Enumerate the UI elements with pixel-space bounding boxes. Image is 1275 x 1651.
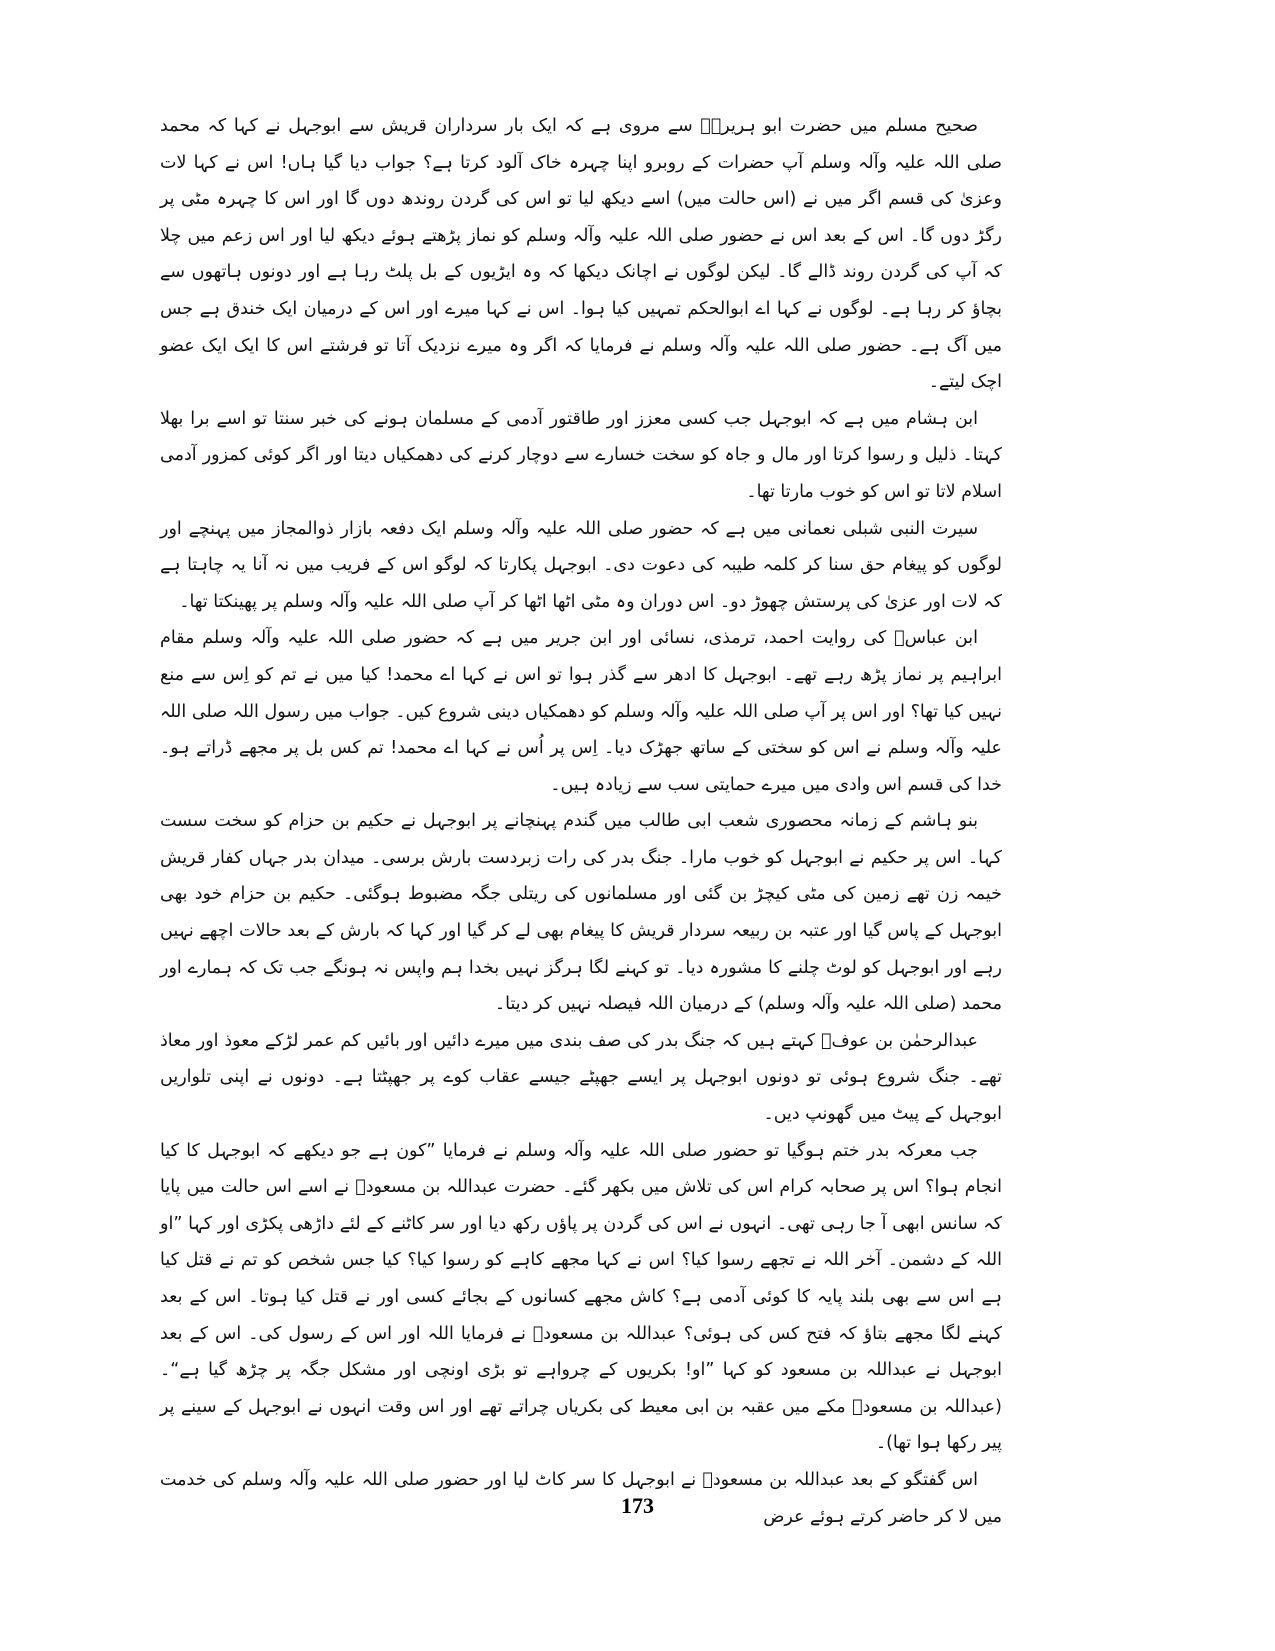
paragraph-6: عبدالرحمٰن بن عوفؓ کہتے ہیں کہ جنگ بدر کی صف بندی میں میرے دائیں اور بائیں کم عمر لڑکے معوذ اور معاذ تھے۔ جنگ شروع ہوئی تو دونوں ابوجہل پر ایسے جھپٹے جیسے عقاب کوے پر جھپٹتا ہے۔ دونوں نے اپنی تلواریں ابوجہل کے پیٹ میں گھونپ دیں۔ — [160, 1030, 1002, 1125]
paragraph-5: بنو ہاشم کے زمانہ محصوری شعب ابی طالب میں گندم پہنچانے پر ابوجہل نے حکیم بن حزام کو سخت سست کہا۔ اس پر حکیم نے ابوجہل کو خوب مارا۔ جنگ بدر کی رات زبردست بارش برسی۔ میدان بدر جہاں کفار قریش خیمہ زن تھے زمین کی مٹی کیچڑ بن گئی اور مسلمانوں کی ریتلی جگہ مضبوط ہوگئی۔ حکیم بن حزام خود بھی ابوجہل کے پاس گیا اور عتبہ بن ربیعہ سردار قریش کا پیغام بھی لے کر گیا اور کہا کہ بارش کے بعد حالات اچھے نہیں رہے اور ابوجہل کو لوٹ چلنے کا مشورہ دیا۔ تو کہنے لگا ہرگز نہیں بخدا ہم واپس نہ ہونگے جب تک کہ ہمارے اور محمد (صلی اللہ علیہ وآلہ وسلم) کے درمیان اللہ فیصلہ نہیں کر دیتا۔ — [160, 811, 1002, 1015]
paragraph-2: ابن ہشام میں ہے کہ ابوجہل جب کسی معزز اور طاقتور آدمی کے مسلمان ہونے کی خبر سنتا تو اسے برا بھلا کہتا۔ ذلیل و رسوا کرتا اور مال و جاہ کو سخت خسارے سے دوچار کرنے کی دھمکیاں دیتا اور اگر کوئی کمزور آدمی اسلام لاتا تو اس کو خوب مارتا تھا۔ — [160, 408, 1002, 502]
paragraph-1: صحیح مسلم میں حضرت ابو ہریرہؓ سے مروی ہے کہ ایک بار سرداران قریش سے ابوجہل نے کہا کہ محمد صلی اللہ علیہ وآلہ وسلم آپ حضرات کے روبرو اپنا چہرہ خاک آلود کرتا ہے؟ جواب دیا گیا ہاں! اس نے کہا لات وعزیٰ کی قسم اگر میں نے (اس حالت میں) اسے دیکھ لیا تو اس کی گردن روندھ دوں گا اور اس کا چہرہ مٹی پر رگڑ دوں گا۔ اس کے بعد اس نے حضور صلی اللہ علیہ وآلہ وسلم کو نماز پڑھتے ہوئے دیکھ لیا اور اس زعم میں چلا کہ آپ کی گردن روند ڈالے گا۔ لیکن لوگوں نے اچانک دیکھا کہ وہ ایڑیوں کے بل پلٹ رہا ہے اور دونوں ہاتھوں سے بچاؤ کر رہا ہے۔ لوگوں نے کہا اے ابوالحکم تمہیں کیا ہوا۔ اس نے کہا میرے اور اس کے درمیان ایک خندق ہے جس میں آگ ہے۔ حضور صلی اللہ علیہ وآلہ وسلم نے فرمایا کہ اگر وہ میرے نزدیک آتا تو فرشتے اس کا ایک ایک عضو اچک لیتے۔ — [160, 116, 1002, 393]
paragraph-7: جب معرکہ بدر ختم ہوگیا تو حضور صلی اللہ علیہ وآلہ وسلم نے فرمایا ”کون ہے جو دیکھے کہ ابوجہل کا کیا انجام ہوا؟ اس پر صحابہ کرام اس کی تلاش میں بکھر گئے۔ حضرت عبداللہ بن مسعودؓ نے اسے اس حالت میں پایا کہ سانس ابھی آ جا رہی تھی۔ انہوں نے اس کی گردن پر پاؤں رکھ دیا اور سر کاٹنے کے لئے داڑھی پکڑی اور کہا ”او اللہ کے دشمن۔ آخر اللہ نے تجھے رسوا کیا؟ اس نے کہا مجھے کاہے کو رسوا کیا؟ کیا جس شخص کو تم نے قتل کیا ہے اس سے بھی بلند پایہ کا کوئی آدمی ہے؟ کاش مجھے کسانوں کے بجائے کسی اور نے قتل کیا ہوتا۔ اس کے بعد کہنے لگا مجھے بتاؤ کہ فتح کس کی ہوئی؟ عبداللہ بن مسعودؓ نے فرمایا اللہ اور اس کے رسول کی۔ اس کے بعد ابوجہل نے عبداللہ بن مسعود کو کہا ”او! بکریوں کے چرواہے تو بڑی اونچی اور مشکل جگہ پر چڑھ گیا ہے“۔ (عبداللہ بن مسعودؓ مکے میں عقبہ بن ابی معیط کی بکریاں چراتے تھے اور اس وقت انہوں نے ابوجہل کے سینے پر پیر رکھا ہوا تھا)۔ — [160, 1140, 1002, 1454]
paragraph-8: اس گفتگو کے بعد عبداللہ بن مسعودؓ نے ابوجہل کا سر کاٹ لیا اور حضور صلی اللہ علیہ وآلہ وسلم کی خدمت میں لا کر حاضر کرتے ہوئے عرض — [160, 1469, 1002, 1527]
page-number: 173 — [621, 1493, 654, 1518]
paragraph-3: سیرت النبی شبلی نعمانی میں ہے کہ حضور صلی اللہ علیہ وآلہ وسلم ایک دفعہ بازار ذوالمجاز میں پہنچے اور لوگوں کو پیغام حق سنا کر کلمہ طیبہ کی دعوت دی۔ ابوجہل پکارتا کہ لوگو اس کے فریب میں نہ آنا یہ چاہتا ہے کہ لات اور عزیٰ کی پرستش چھوڑ دو۔ اس دوران وہ مٹی اٹھا اٹھا کر آپ صلی اللہ علیہ وآلہ وسلم پر پھینکتا تھا۔ — [160, 518, 1002, 612]
body-text — [160, 108, 1002, 1535]
paragraph-4: ابن عباسؓ کی روایت احمد، ترمذی، نسائی اور ابن جریر میں ہے کہ حضور صلی اللہ علیہ وآلہ وسلم مقام ابراہیم پر نماز پڑھ رہے تھے۔ ابوجہل کا ادھر سے گذر ہوا تو اس نے کہا اے محمد! کیا میں نے تم کو اِس سے منع نہیں کیا تھا؟ اور اس پر آپ صلی اللہ علیہ وآلہ وسلم کو دھمکیاں دینی شروع کیں۔ جواب میں رسول اللہ صلی اللہ علیہ وآلہ وسلم نے اس کو سختی کے ساتھ جھڑک دیا۔ اِس پر اُس نے کہا اے محمد! تم کس بل پر مجھے ڈراتے ہو۔ خدا کی قسم اس وادی میں میرے حمایتی سب سے زیادہ ہیں۔ — [160, 628, 1002, 795]
